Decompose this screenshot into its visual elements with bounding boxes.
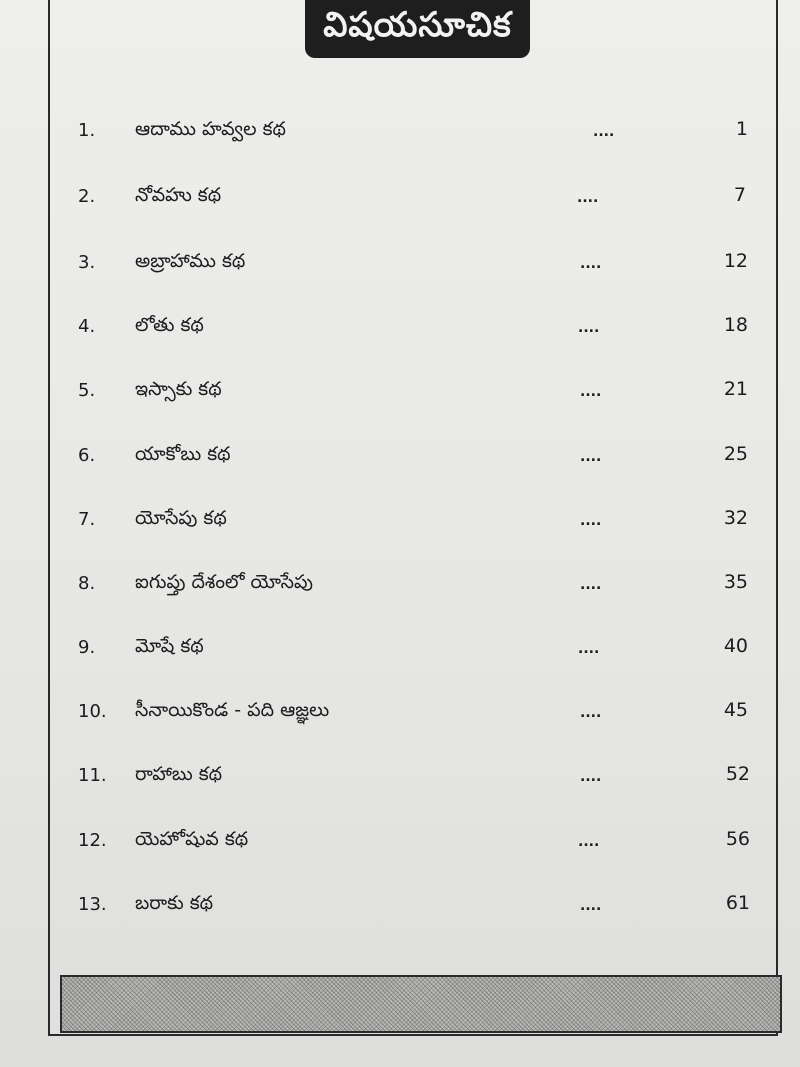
- entry-leader-dots: ....: [580, 769, 602, 785]
- entry-leader-dots: ....: [578, 641, 600, 657]
- entry-page-number: 32: [723, 507, 748, 529]
- entry-page-number: 7: [733, 184, 746, 206]
- entry-page-number: 56: [725, 828, 750, 850]
- entry-number: 11.: [78, 765, 107, 786]
- entry-page-number: 61: [725, 892, 750, 914]
- toc-entry: [0, 629, 800, 669]
- entry-leader-dots: ....: [580, 577, 602, 593]
- toc-entry: [0, 757, 800, 797]
- entry-page-number: 18: [723, 314, 748, 336]
- entry-title: మోషే కథ: [135, 635, 204, 657]
- entry-leader-dots: ....: [577, 190, 599, 206]
- entry-leader-dots: ....: [578, 320, 600, 336]
- entry-page-number: 45: [723, 699, 748, 721]
- entry-leader-dots: ....: [580, 449, 602, 465]
- entry-title: లోతు కథ: [135, 314, 204, 336]
- toc-entry: [0, 501, 800, 541]
- entry-leader-dots: ....: [580, 256, 602, 272]
- entry-page-number: 40: [723, 635, 748, 657]
- entry-page-number: 35: [723, 571, 748, 593]
- entry-number: 6.: [78, 445, 96, 466]
- entry-leader-dots: ....: [580, 705, 602, 721]
- toc-entry: [0, 112, 800, 152]
- contents-title: విషయసూచిక: [305, 0, 530, 58]
- entry-leader-dots: ....: [580, 513, 602, 529]
- entry-title: ఆదాము హవ్వల కథ: [135, 118, 286, 140]
- entry-number: 9.: [78, 637, 96, 658]
- entry-number: 8.: [78, 573, 96, 594]
- toc-entry: [0, 565, 800, 605]
- toc-entry: [0, 372, 800, 412]
- entry-title: యెహోషువ కథ: [135, 828, 249, 850]
- toc-entry: [0, 308, 800, 348]
- entry-title: రాహాబు కథ: [135, 763, 223, 785]
- entry-title: ఇస్సాకు కథ: [135, 378, 222, 400]
- toc-entry: [0, 886, 800, 926]
- entry-title: ఐగుప్తు దేశంలో యోసేపు: [135, 571, 313, 593]
- entry-number: 4.: [78, 316, 96, 337]
- entry-leader-dots: ....: [580, 898, 602, 914]
- entry-title: బరాకు కథ: [135, 892, 214, 914]
- decorative-footer-band: [60, 975, 782, 1033]
- entry-page-number: 25: [723, 443, 748, 465]
- entry-leader-dots: ....: [578, 834, 600, 850]
- entry-title: యోసేపు కథ: [135, 507, 227, 529]
- toc-entry: [0, 244, 800, 284]
- entry-page-number: 1: [735, 118, 748, 140]
- toc-entry: [0, 178, 800, 218]
- entry-page-number: 12: [723, 250, 748, 272]
- entry-page-number: 52: [725, 763, 750, 785]
- entry-title: సీనాయికొండ - పది ఆజ్ఞలు: [135, 699, 330, 721]
- entry-leader-dots: ....: [593, 124, 615, 140]
- entry-title: యాకోబు కథ: [135, 443, 231, 465]
- entry-number: 12.: [78, 830, 107, 851]
- entry-leader-dots: ....: [580, 384, 602, 400]
- entry-number: 2.: [78, 186, 96, 207]
- entry-title: అబ్రాహాము కథ: [135, 250, 246, 272]
- entry-number: 7.: [78, 509, 96, 530]
- toc-entry: [0, 822, 800, 862]
- entry-number: 1.: [78, 120, 96, 141]
- entry-number: 10.: [78, 701, 107, 722]
- entry-number: 5.: [78, 380, 96, 401]
- toc-entry: [0, 693, 800, 733]
- toc-entry: [0, 437, 800, 477]
- entry-page-number: 21: [723, 378, 748, 400]
- entry-number: 3.: [78, 252, 96, 273]
- entry-title: నోవహు కథ: [135, 184, 222, 206]
- entry-number: 13.: [78, 894, 107, 915]
